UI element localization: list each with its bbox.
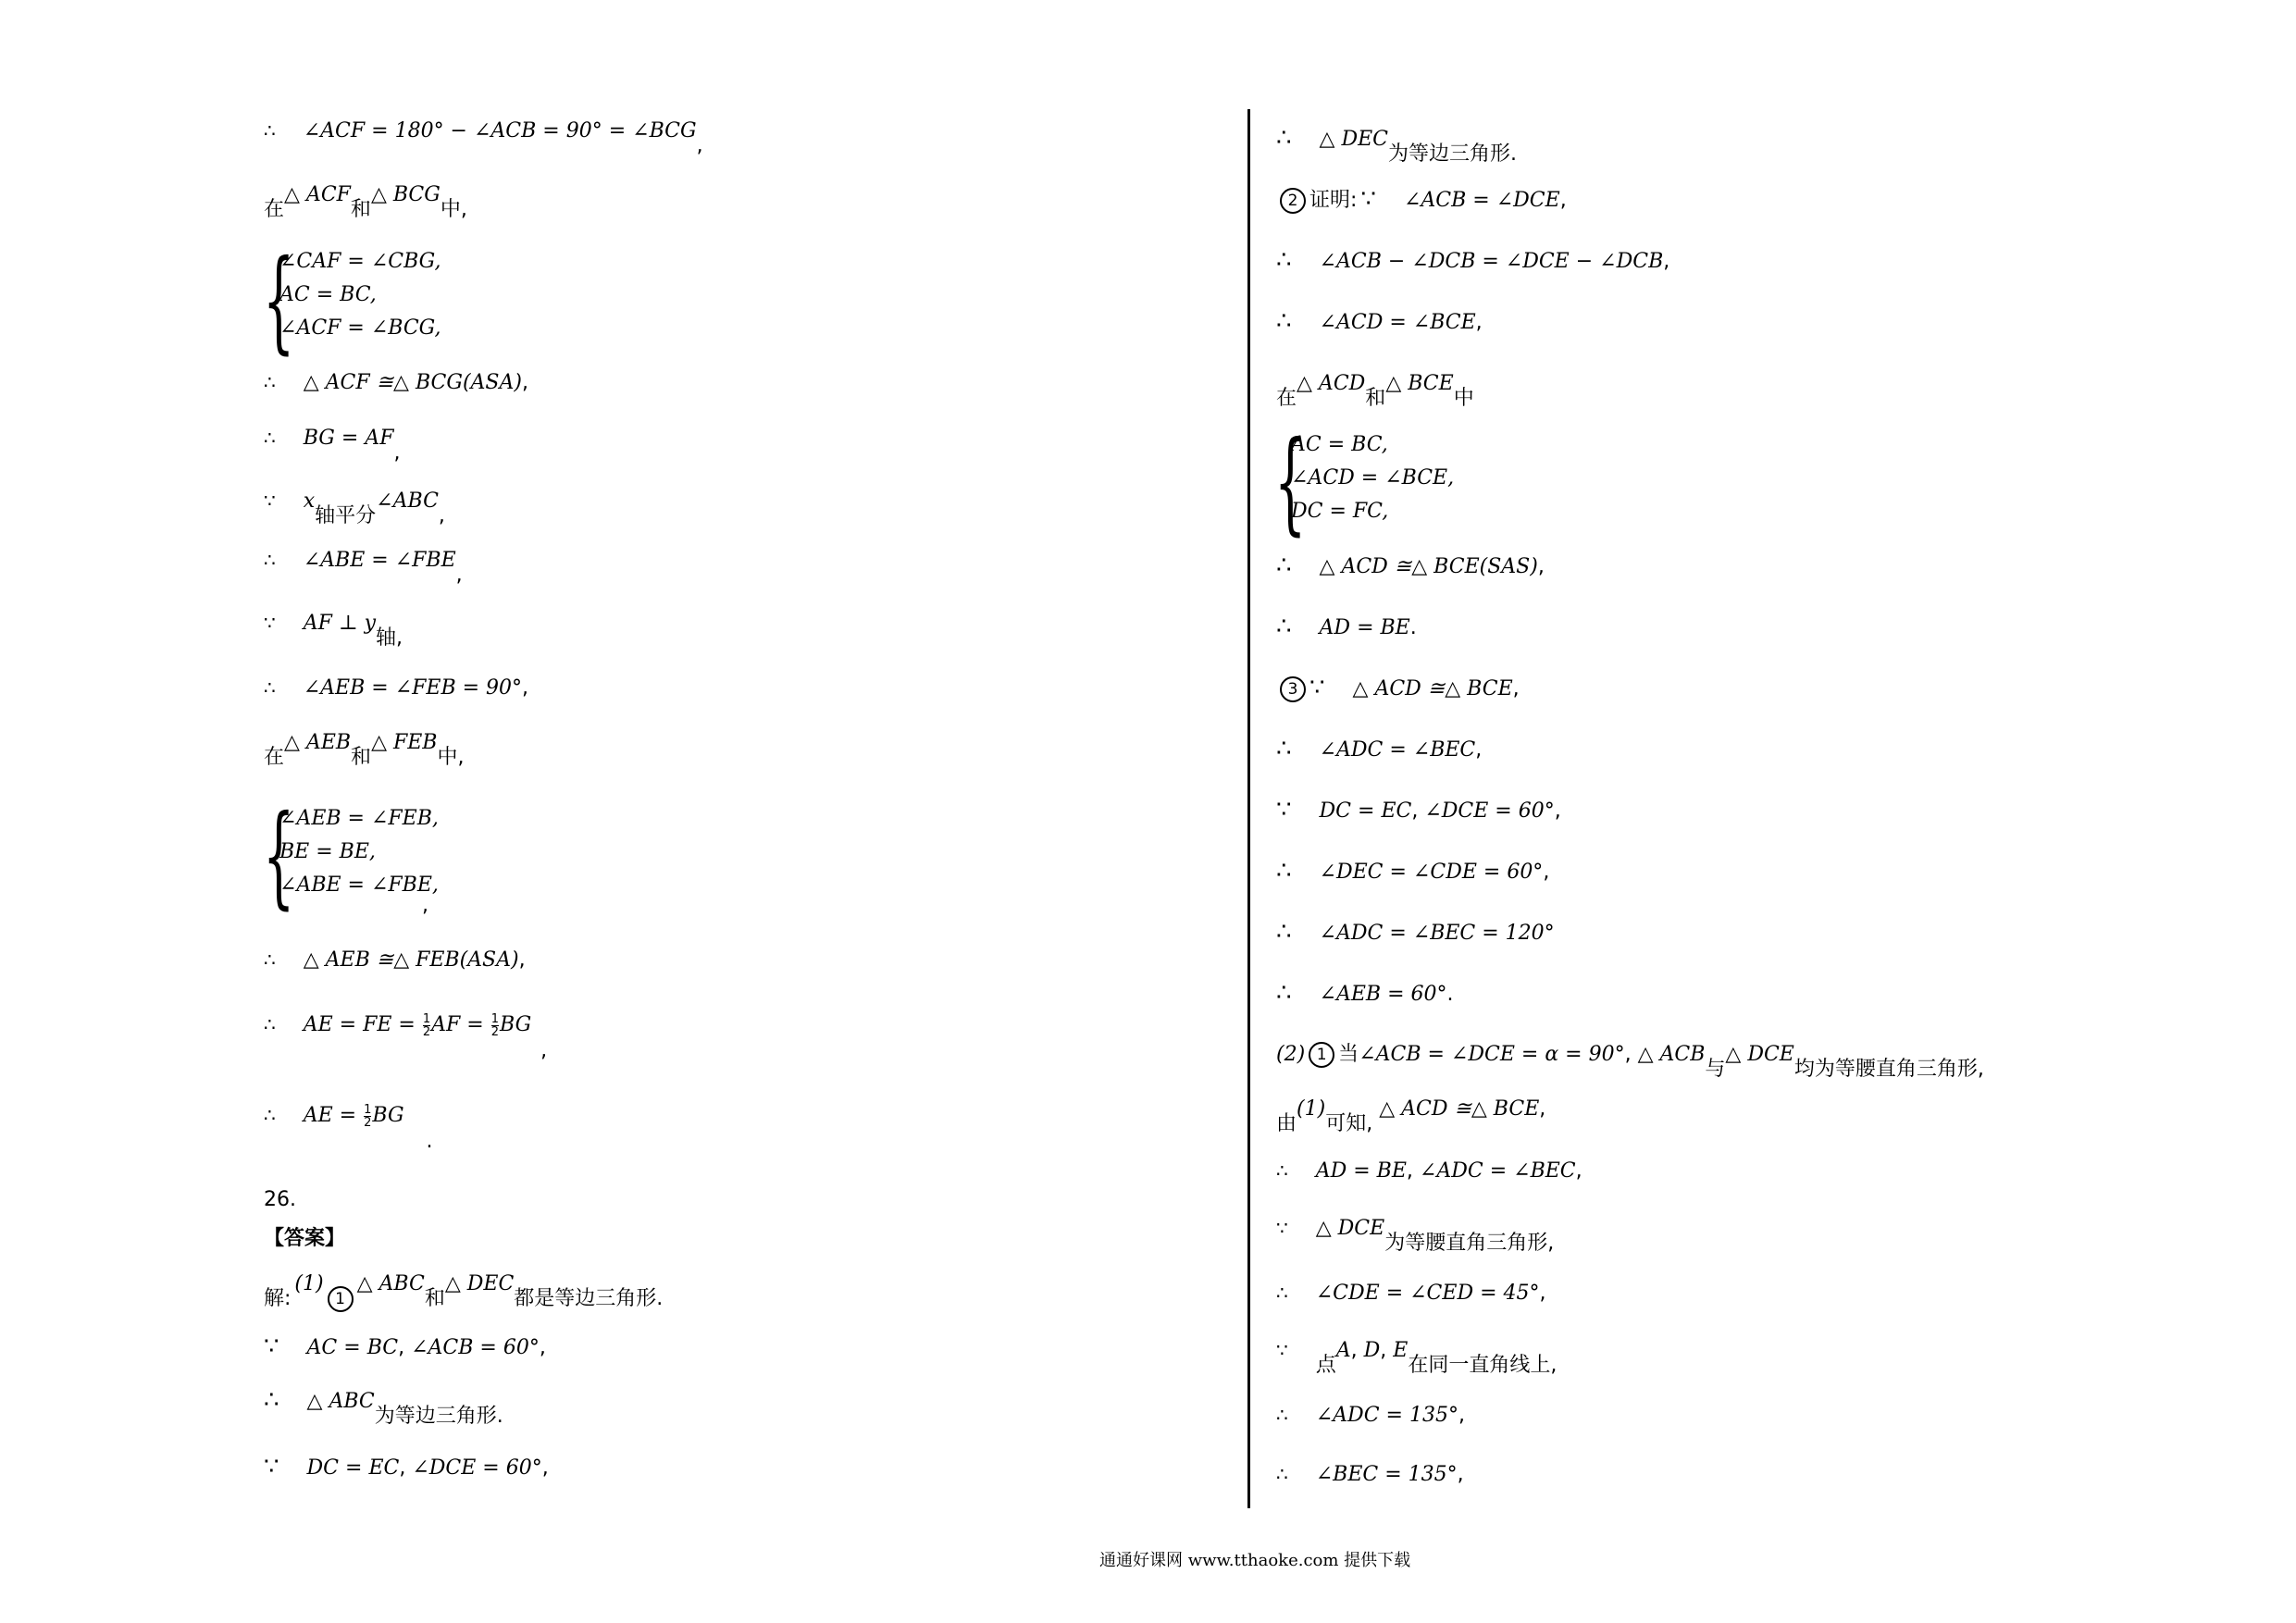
step-line: ∴ ∠CDE = ∠CED = 45°, [1276,1282,1546,1305]
system-row: AC = BC, [279,283,377,306]
circled-number: 1 [328,1286,354,1312]
step-line: 解:(1)1△ ABC和△ DEC都是等边三角形. [264,1272,664,1310]
step-line: ∴ ∠ADC = ∠BEC = 120° [1276,918,1555,946]
fraction: $\frac{1}{2}$ [364,1102,372,1130]
system-row: ∠ACF = ∠BCG, [279,316,441,340]
step-line: (2) 1 当∠ACB = ∠DCE = α = 90°, △ ACB与△ DCE均为等腰直角三角形, [1276,1043,1984,1081]
step-line: ∴ ∠BEC = 135°, [1276,1463,1464,1486]
step-line: ∴ ∠ADC = 135°, [1276,1404,1465,1427]
system-row: ∠ABE = ∠FBE, [279,873,439,897]
step-line: ∴ AE = $\frac{1}{2}$ BG. [264,1102,433,1153]
left-brace: { [1274,418,1307,547]
system-row: ∠CAF = ∠CBG, [279,250,441,273]
step-line: ∵ △ DCE为等腰直角三角形, [1276,1217,1555,1255]
system-row: DC = FC, [1291,500,1389,523]
footer-source: 通通好课网 www.tthaoke.com 提供下载 [1099,1551,1411,1570]
system-row: ∠AEB = ∠FEB, [279,807,439,830]
fraction: $\frac{1}{2}$ [422,1011,431,1039]
step-line: ∴ AE = FE = $\frac{1}{2}$ AF = $\frac{1}{2}$ BG, [264,1011,548,1062]
step-line: ∵ x轴平分∠ABC, [264,489,445,527]
step-line: ∴ AD = BE, ∠ADC = ∠BEC, [1276,1159,1582,1183]
step-line: ∵ AC = BC, ∠ACB = 60°, [264,1332,546,1360]
fraction: $\frac{1}{2}$ [490,1011,499,1039]
system-tail: , [422,894,428,917]
step-line: ∴ △ DEC为等边三角形. [1276,124,1517,166]
system-row: BE = BE, [279,840,376,863]
step-line: ∴ ∠ACB − ∠DCB = ∠DCE − ∠DCB, [1276,246,1670,274]
right-column [1254,0,2296,1623]
step-line: ∴ △ AEB ≅△ FEB(ASA), [264,948,526,972]
step-line: ∴ ∠ABE = ∠FBE, [264,549,463,587]
step-line: 在△ ACF和△ BCG中, [264,183,467,221]
step-line: ∴ BG = AF, [264,427,401,465]
step-line: ∵ DC = EC, ∠DCE = 60°, [264,1453,549,1481]
step-line: ∴ ∠ACF = 180° − ∠ACB = 90° = ∠BCG, [264,119,703,157]
step-line: 由(1)可知, △ ACD ≅△ BCE, [1276,1097,1546,1135]
step-line: 2 证明: ∵ ∠ACB = ∠DCE, [1276,187,1567,214]
step-line: 在△ AEB和△ FEB中, [264,731,465,769]
step-line: ∴ ∠AEB = ∠FEB = 90°, [264,676,529,700]
circled-number: 2 [1280,188,1306,214]
left-brace: { [263,792,295,921]
circled-number: 3 [1280,676,1306,702]
step-line: ∵ AF ⊥ y轴, [264,612,403,650]
step-line: ∴ △ ABC为等边三角形. [264,1386,503,1428]
step-line: ∴ △ ACF ≅△ BCG(ASA), [264,371,528,394]
step-line: 在△ ACD和△ BCE中 [1276,372,1474,410]
step-line: ∴ AD = BE. [1276,613,1417,640]
question-number: 26. [264,1188,296,1211]
system-row: AC = BC, [1291,433,1388,456]
left-brace: { [263,237,295,365]
circled-number: 1 [1309,1042,1334,1068]
answer-heading: 【答案】 [264,1227,346,1250]
step-line: ∴ ∠ACD = ∠BCE, [1276,307,1483,335]
step-line: ∴ ∠DEC = ∠CDE = 60°, [1276,857,1550,885]
step-line: 3 ∵ △ ACD ≅△ BCE, [1276,675,1520,702]
step-line: ∵ DC = EC, ∠DCE = 60°, [1276,796,1561,824]
system-row: ∠ACD = ∠BCE, [1291,466,1455,489]
step-line: ∵点A, D, E在同一直角线上, [1276,1339,1558,1377]
step-line: ∴ ∠AEB = 60°. [1276,979,1454,1007]
column-divider [1247,109,1250,1508]
step-line: ∴ △ ACD ≅△ BCE(SAS), [1276,551,1545,579]
step-line: ∴ ∠ADC = ∠BEC, [1276,735,1483,762]
